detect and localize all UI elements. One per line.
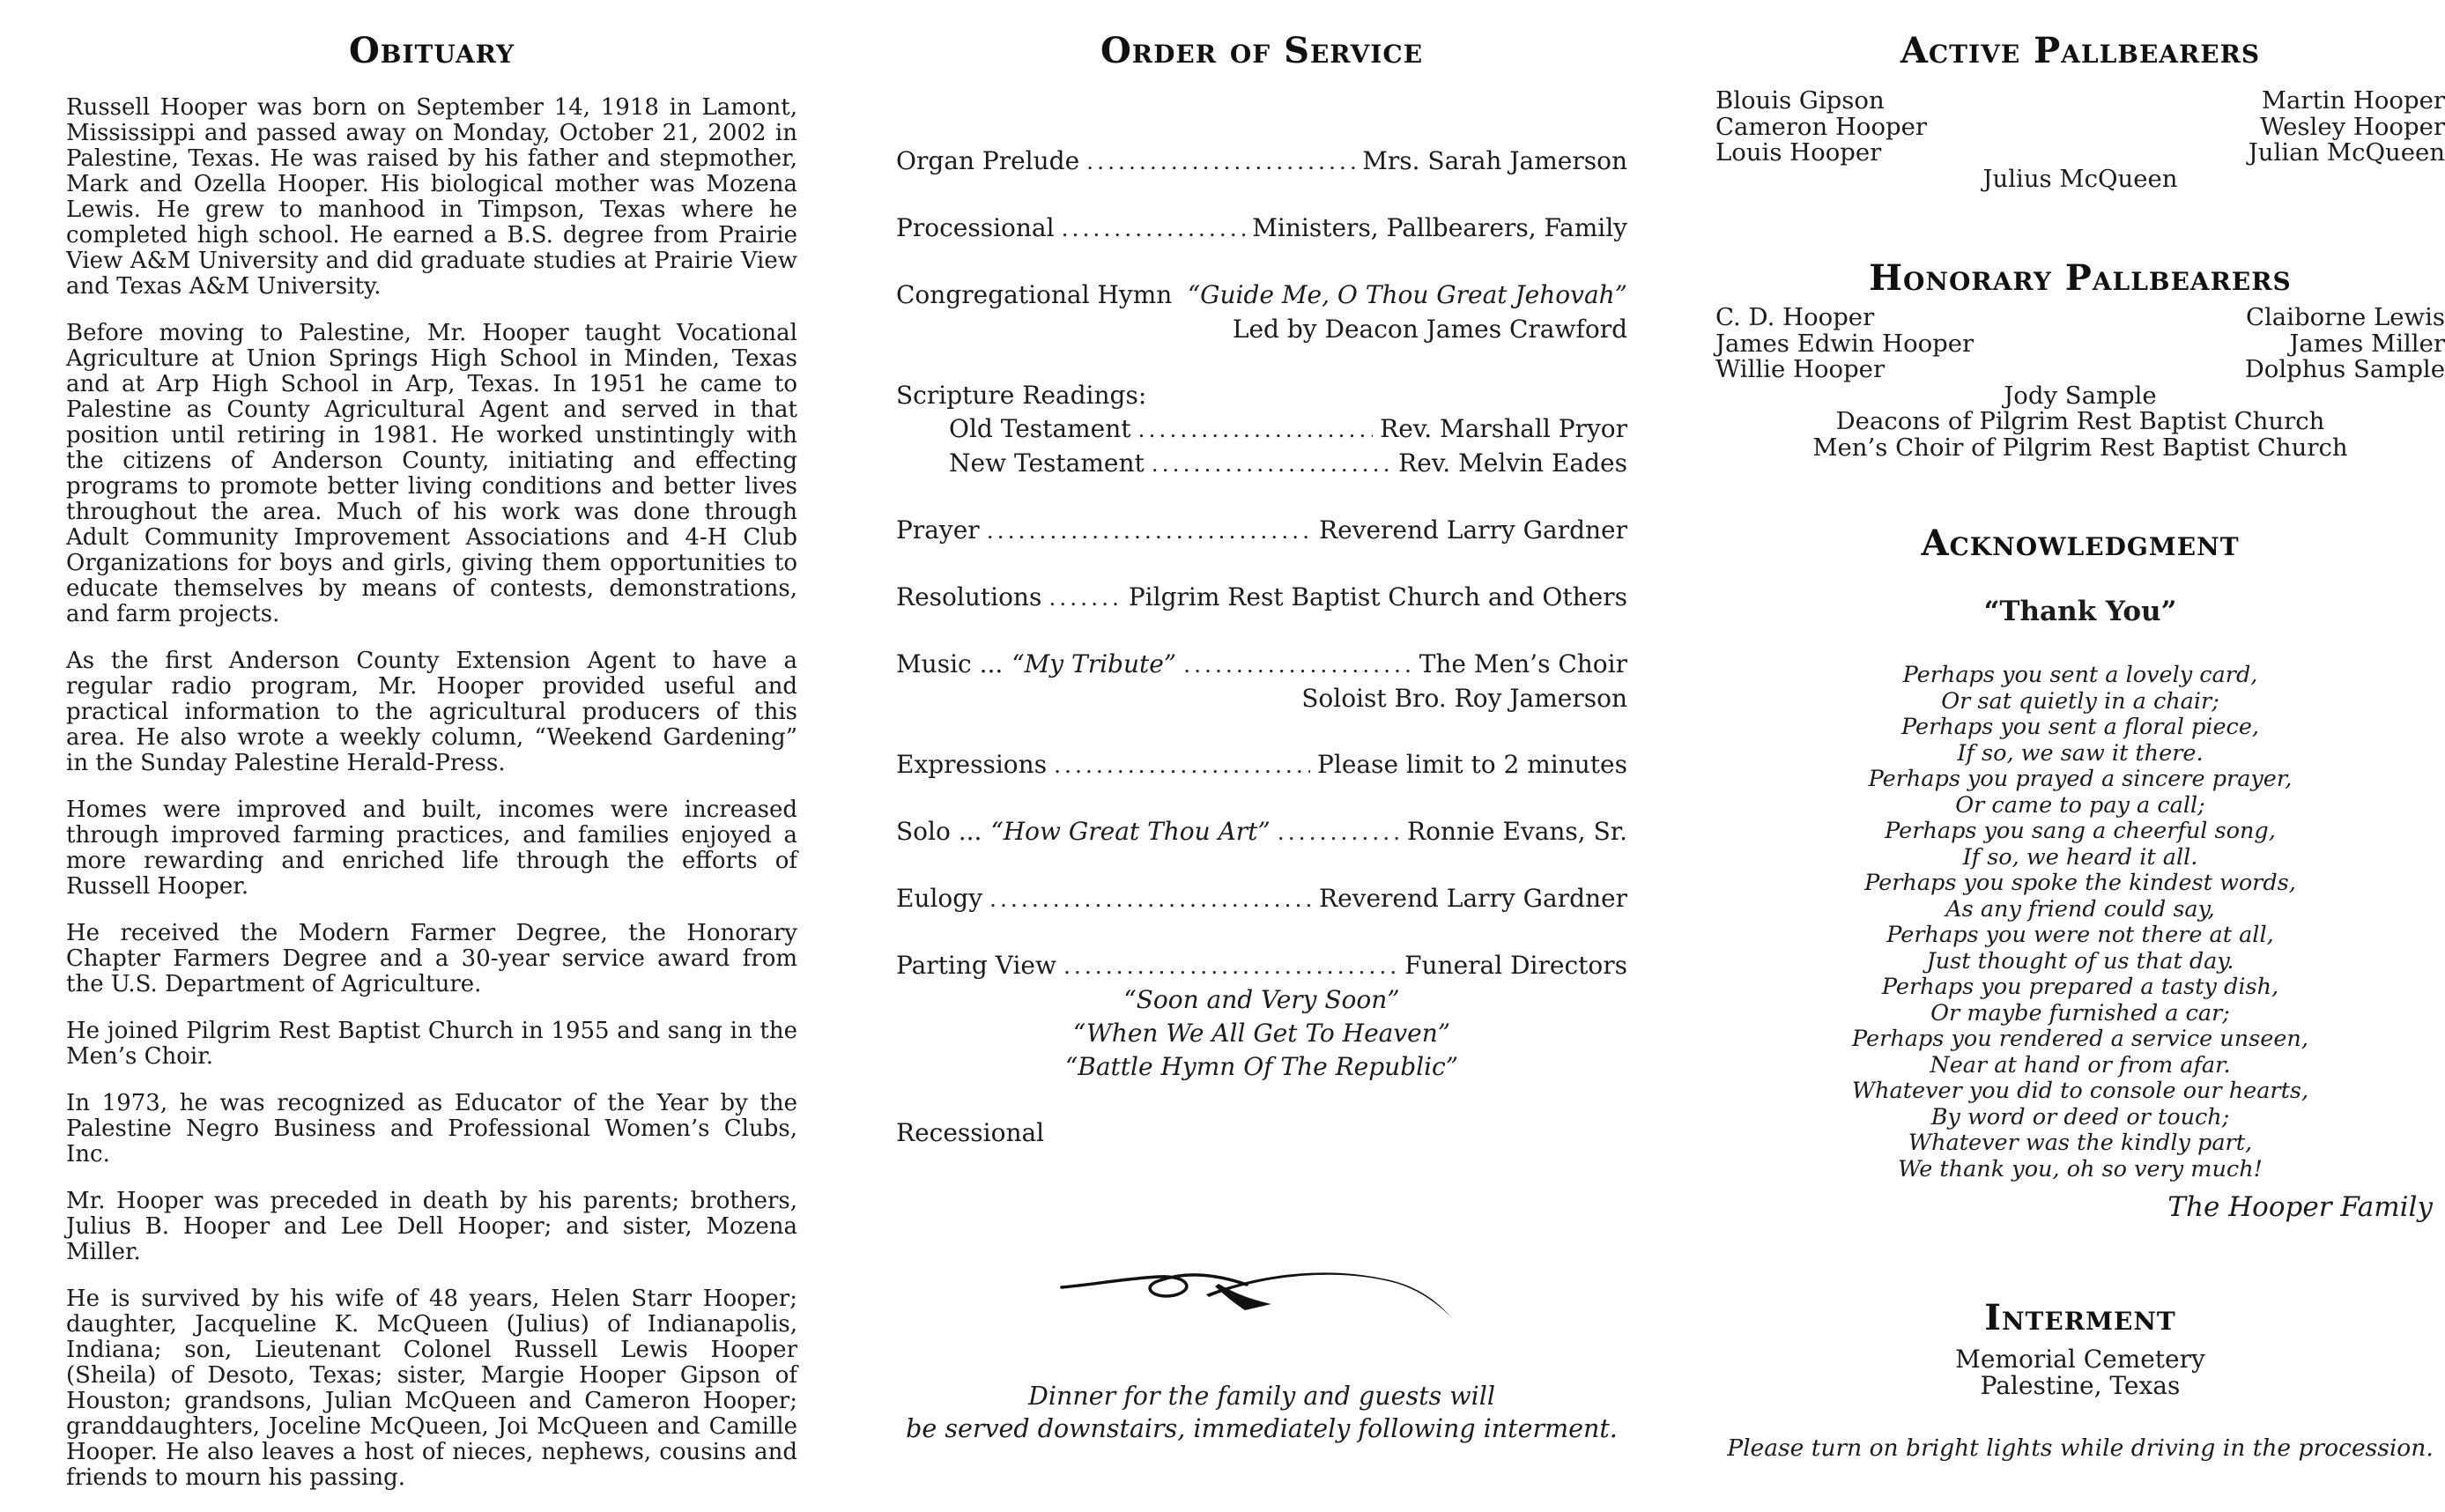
pallbearer-name: C. D. Hooper — [1715, 303, 1875, 331]
poem-line: As any friend could say, — [1945, 895, 2215, 923]
service-item-recessional — [896, 1116, 1627, 1150]
reading-label: Old Testament — [949, 414, 1131, 443]
dot-leader — [1063, 949, 1397, 983]
poem-line: Perhaps you sent a lovely card, — [1902, 662, 2258, 688]
reading-performer: Rev. Melvin Eades — [1398, 448, 1627, 478]
service-item-solo — [896, 815, 1627, 849]
dot-leader — [987, 514, 1312, 548]
dot-leader — [1086, 145, 1355, 179]
pallbearer-group: Men’s Choir of Pilgrim Rest Baptist Church — [1812, 433, 2348, 462]
dot-leader — [1278, 815, 1400, 849]
service-item-organ-prelude — [896, 145, 1627, 179]
honorary-pallbearers-list — [1715, 305, 2445, 383]
dinner-note-line: be served downstairs, immediately following interment. — [906, 1414, 1618, 1443]
pallbearer-name: James Edwin Hooper — [1715, 329, 1975, 358]
service-item-performer: Reverend Larry Gardner — [1319, 884, 1627, 913]
dinner-note-line: Dinner for the family and guests will — [1028, 1382, 1495, 1411]
family-signature: The Hooper Family — [2167, 1191, 2433, 1223]
service-item-performer: Ronnie Evans, Sr. — [1407, 817, 1627, 846]
thank-you-poem — [1715, 663, 2445, 1182]
service-item-expressions — [896, 748, 1627, 782]
pallbearer-name: Louis Hooper — [1715, 138, 1882, 167]
poem-line: Perhaps you rendered a service unseen, — [1852, 1026, 2308, 1052]
obituary-paragraph: Mr. Hooper was preceded in death by his parents; brothers, Julius B. Hooper and Lee Dell Hooper; and sister, Mozena Miller. — [66, 1188, 797, 1265]
poem-line: Whatever you did to console our hearts, — [1851, 1078, 2309, 1104]
pallbearer-name: Claiborne Lewis — [2245, 303, 2445, 331]
service-item-subnote: Led by Deacon James Crawford — [1232, 315, 1627, 344]
hymn-title: “Guide Me, O Thou Great Jehovah” — [1187, 280, 1627, 309]
service-item-label: Organ Prelude — [896, 146, 1080, 175]
service-item-label: Congregational Hymn — [896, 280, 1173, 309]
poem-line: If so, we heard it all. — [1962, 843, 2198, 871]
pallbearers-column — [1715, 30, 2445, 1512]
pallbearer-name: Wesley Hooper — [2260, 112, 2445, 141]
service-item-label: Music ... — [896, 649, 1004, 678]
dot-leader — [989, 882, 1312, 916]
obituary-paragraph: He received the Modern Farmer Degree, the Honorary Chapter Farmers Degree and a 30-year service award from the U.S. Department of Agriculture. — [66, 920, 797, 997]
service-item-music — [896, 648, 1627, 715]
service-item-performer: Reverend Larry Gardner — [1319, 515, 1627, 545]
poem-line: We thank you, oh so very much! — [1898, 1155, 2263, 1182]
poem-line: By word or deed or touch; — [1930, 1103, 2230, 1130]
song-title: “How Great Thou Art” — [990, 817, 1271, 846]
service-item-scripture-readings — [896, 379, 1627, 481]
poem-line: Perhaps you prepared a tasty dish, — [1881, 974, 2279, 1000]
dot-leader — [1138, 412, 1374, 447]
pallbearer-name: Willie Hooper — [1715, 355, 1886, 383]
active-pallbearers-right — [2249, 88, 2445, 167]
parting-song: “When We All Get To Heaven” — [1072, 1019, 1451, 1048]
thank-you-subheading: “Thank You” — [1983, 596, 2177, 627]
obituary-paragraph: He is survived by his wife of 48 years, Helen Starr Hooper; daughter, Jacqueline K. McQueen (Julius) of Indianapolis, Indiana; son, Lieutenant Colonel Russell Lewis Hooper (Sheila) of Desoto, Texas; sister, Margie Hooper Gipson of Houston; grandsons, Julian McQueen and Cameron Hooper; granddaughters, Joceline McQueen, Joi McQueen and Camille Hooper. He also leaves a host of nieces, nephews, cousins and friends to mourn his passing. — [66, 1286, 797, 1491]
service-item-resolutions — [896, 581, 1627, 615]
order-of-service-column — [896, 30, 1627, 1512]
obituary-paragraph: In 1973, he was recognized as Educator of the Year by the Palestine Negro Business and Professional Women’s Clubs, Inc. — [66, 1090, 797, 1167]
pallbearer-name: Julius McQueen — [1982, 164, 2178, 193]
poem-line: Or came to pay a call; — [1955, 791, 2205, 819]
poem-line: Perhaps you prayed a sincere prayer, — [1868, 766, 2293, 792]
service-item-label: Expressions — [896, 750, 1048, 779]
service-item-label: Processional — [896, 213, 1055, 242]
parting-song: “Soon and Very Soon” — [1123, 985, 1400, 1014]
service-item-performer: Mrs. Sarah Jamerson — [1362, 146, 1627, 175]
dot-leader — [1179, 278, 1181, 313]
service-item-eulogy — [896, 882, 1627, 916]
obituary-paragraph: Homes were improved and built, incomes were increased through improved farming practices, and families enjoyed a more rewarding and enriched life through the efforts of Russell Hooper. — [66, 797, 797, 900]
dot-leader — [1152, 447, 1391, 481]
reading-label: New Testament — [949, 448, 1145, 478]
acknowledgment-heading: Acknowledgment — [1921, 523, 2240, 564]
obituary-column — [66, 30, 797, 1512]
song-title: “My Tribute” — [1011, 649, 1177, 678]
poem-line: Near at hand or from afar. — [1930, 1051, 2231, 1078]
pallbearer-name: Jody Sample — [2004, 381, 2157, 410]
dinner-note — [896, 1380, 1627, 1445]
obituary-paragraph: As the first Anderson County Extension Agent to have a regular radio program, Mr. Hooper provided useful and practical information to the agricultural producers of this area. He also wrote a weekly column, “Weekend Gardening” in the Sunday Palestine Herald-Press. — [66, 648, 797, 776]
poem-line: Perhaps you were not there at all, — [1886, 922, 2274, 948]
honorary-pallbearers-center — [1715, 383, 2445, 462]
poem-line: Perhaps you spoke the kindest words, — [1864, 870, 2296, 896]
honorary-pallbearers-heading: Honorary Pallbearers — [1869, 257, 2292, 299]
service-item-performer: Pilgrim Rest Baptist Church and Others — [1128, 582, 1627, 611]
dot-leader — [1054, 748, 1310, 782]
honorary-pallbearers-left — [1715, 305, 1974, 383]
order-of-service-heading: Order of Service — [1100, 30, 1424, 71]
service-item-prayer — [896, 514, 1627, 548]
service-item-label: Scripture Readings: — [896, 381, 1147, 410]
obituary-paragraph: Russell Hooper was born on September 14, 1918 in Lamont, Mississippi and passed away on Monday, October 21, 2002 in Palestine, Texas. He was raised by his father and stepmother, Mark and Ozella Hooper. His biological mother was Mozena Lewis. He grew to manhood in Timpson, Texas where he completed high school. He earned a B.S. degree from Prairie View A&M University and did graduate studies at Prairie View and Texas A&M University. — [66, 94, 797, 300]
active-pallbearers-list — [1715, 88, 2445, 167]
service-item-performer: Ministers, Pallbearers, Family — [1252, 213, 1627, 242]
service-item-label: Eulogy — [896, 884, 983, 913]
obituary-heading: Obituary — [348, 30, 515, 71]
reading-performer: Rev. Marshall Pryor — [1380, 414, 1627, 443]
poem-line: Or sat quietly in a chair; — [1941, 687, 2219, 715]
active-pallbearers-left — [1715, 88, 1927, 167]
poem-line: Perhaps you sang a cheerful song, — [1885, 818, 2276, 844]
poem-line: Or maybe furnished a car; — [1930, 999, 2230, 1027]
honorary-pallbearers-right — [2245, 305, 2445, 383]
poem-line: Just thought of us that day. — [1926, 947, 2234, 975]
dot-leader — [1062, 211, 1246, 246]
obituary-paragraph: Before moving to Palestine, Mr. Hooper taught Vocational Agriculture at Union Springs High School in Minden, Texas and at Arp High School in Arp, Texas. In 1951 he came to Palestine as County Agricultural Agent and served in that position until retiring in 1981. He worked unstintingly with the citizens of Anderson County, initiating and effecting programs to promote better living conditions and better lives throughout the area. Much of his work was done through Adult Community Improvement Associations and 4-H Club Organizations for boys and girls, giving them opportunities to educate themselves by means of contests, demonstrations, and farm projects. — [66, 320, 797, 627]
service-item-performer: Funeral Directors — [1404, 951, 1627, 980]
service-item-subnote: Soloist Bro. Roy Jamerson — [1301, 684, 1627, 713]
service-item-label: Recessional — [896, 1118, 1045, 1147]
dot-leader — [1048, 581, 1121, 615]
interment-heading: Interment — [1984, 1297, 2176, 1338]
service-item-processional — [896, 211, 1627, 246]
service-item-label: Resolutions — [896, 582, 1042, 611]
service-item-label: Solo ... — [896, 817, 982, 846]
service-item-performer: The Men’s Choir — [1419, 649, 1627, 678]
service-item-parting-view — [896, 949, 1627, 1084]
service-item-label: Parting View — [896, 951, 1056, 980]
poem-line: Whatever was the kindly part, — [1908, 1130, 2253, 1156]
service-item-performer: Please limit to 2 minutes — [1317, 750, 1627, 779]
pallbearer-name: Cameron Hooper — [1715, 112, 1928, 141]
dot-leader — [1183, 648, 1412, 682]
poem-line: Perhaps you sent a floral piece, — [1900, 714, 2260, 740]
obituary-paragraph: He joined Pilgrim Rest Baptist Church in 1955 and sang in the Men’s Choir. — [66, 1018, 797, 1070]
pallbearer-name: Dolphus Sample — [2244, 355, 2445, 383]
pallbearer-group: Deacons of Pilgrim Rest Baptist Church — [1835, 407, 2325, 435]
service-item-label: Prayer — [896, 515, 980, 545]
interment-city: Palestine, Texas — [1980, 1371, 2181, 1400]
interment-location — [1715, 1346, 2445, 1399]
pallbearer-name: Martin Hooper — [2261, 86, 2445, 115]
pallbearer-name: Blouis Gipson — [1715, 86, 1885, 115]
poem-line: If so, we saw it there. — [1957, 739, 2204, 767]
flourish-divider — [896, 1257, 1627, 1327]
active-pallbearers-heading: Active Pallbearers — [1900, 30, 2261, 71]
parting-song: “Battle Hymn Of The Republic” — [1064, 1052, 1459, 1081]
interment-cemetery: Memorial Cemetery — [1955, 1345, 2205, 1374]
procession-note: Please turn on bright lights while driving in the procession. — [1727, 1434, 2434, 1462]
pallbearer-name: James Miller — [2289, 329, 2445, 358]
pallbearer-name: Julian McQueen — [2248, 138, 2445, 167]
calligraphic-swash-icon — [1055, 1257, 1469, 1323]
service-item-congregational-hymn — [896, 278, 1627, 346]
